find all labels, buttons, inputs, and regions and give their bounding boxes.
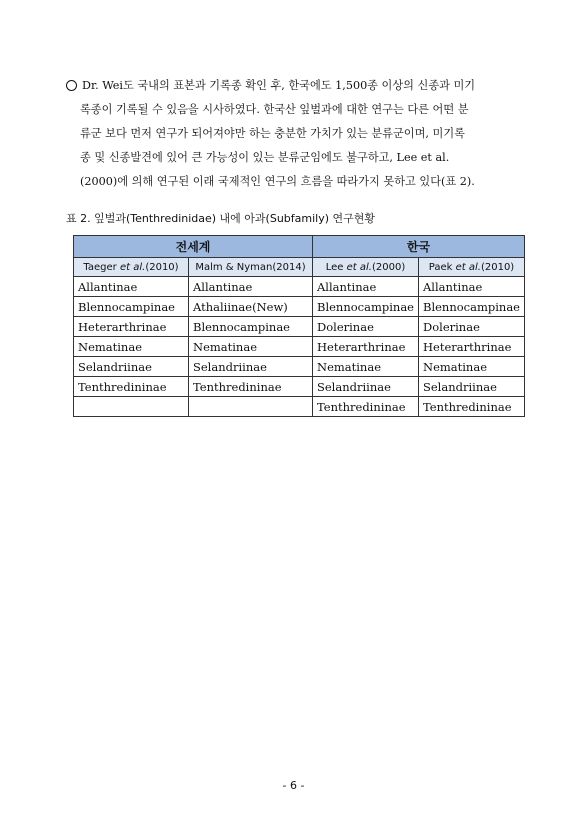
table-cell: Tenthredininae: [313, 397, 419, 417]
table-cell: Athaliinae(New): [189, 297, 313, 317]
paragraph-line-4: 종 및 신종발견에 있어 큰 가능성이 있는 분류군임에도 불구하고, Lee et al.: [80, 151, 450, 164]
paragraph-line-1: Dr. Wei도 국내의 표본과 기록종 확인 후, 한국에도 1,500종 이상의 신종과 미기: [66, 74, 532, 98]
table-column-header-row: [74, 258, 525, 277]
circle-bullet-icon: [66, 80, 77, 91]
table-cell: Blennocampinae: [313, 297, 419, 317]
table-cell: Nematinae: [419, 357, 525, 377]
table-cell: Heterarthrinae: [313, 337, 419, 357]
table-cell: Heterarthrinae: [419, 337, 525, 357]
column-header-paek: Paek et al.(2010): [419, 258, 525, 277]
table-cell: Allantinae: [74, 277, 189, 297]
table-cell: Heterarthrinae: [74, 317, 189, 337]
paragraph-line-5: (2000)에 의해 연구된 이래 국제적인 연구의 흐름을 따라가지 못하고 있다(표 2).: [80, 175, 475, 188]
page-number: - 6 -: [282, 779, 305, 792]
table-cell: Tenthredininae: [74, 377, 189, 397]
table-cell: Selandriinae: [74, 357, 189, 377]
table-row: [74, 337, 525, 357]
table-cell: Dolerinae: [313, 317, 419, 337]
table-cell: Tenthredininae: [419, 397, 525, 417]
column-header-taeger: Taeger et al.(2010): [74, 258, 189, 277]
table-cell: Selandriinae: [313, 377, 419, 397]
table-cell: Selandriinae: [419, 377, 525, 397]
table-cell: Tenthredininae: [189, 377, 313, 397]
table-cell: Blennocampinae: [189, 317, 313, 337]
table-row: [74, 357, 525, 377]
table-cell: Nematinae: [313, 357, 419, 377]
group-header-korea: 한국: [313, 236, 525, 258]
table-cell: [189, 397, 313, 417]
table-cell: Blennocampinae: [419, 297, 525, 317]
table-cell: Allantinae: [189, 277, 313, 297]
table-cell: Selandriinae: [189, 357, 313, 377]
column-header-malm-nyman: Malm & Nyman(2014): [189, 258, 313, 277]
table-cell: [74, 397, 189, 417]
table-cell: Nematinae: [189, 337, 313, 357]
paragraph-line-2: 록종이 기록될 수 있음을 시사하였다. 한국산 잎벌과에 대한 연구는 다른 어떤 분: [80, 103, 469, 116]
table-cell: Nematinae: [74, 337, 189, 357]
table-row: [74, 397, 525, 417]
table-group-header-row: [74, 236, 525, 258]
table-row: [74, 297, 525, 317]
table-row: [74, 317, 525, 337]
subfamily-table: [73, 235, 525, 417]
table-cell: Allantinae: [419, 277, 525, 297]
column-header-lee: Lee et al.(2000): [313, 258, 419, 277]
paragraph-line-3: 류군 보다 먼저 연구가 되어져야만 하는 충분한 가치가 있는 분류군이며, 미기록: [80, 127, 465, 140]
table-cell: Blennocampinae: [74, 297, 189, 317]
table-row: [74, 277, 525, 297]
table-cell: Dolerinae: [419, 317, 525, 337]
table-cell: Allantinae: [313, 277, 419, 297]
table-caption: 표 2. 잎벌과(Tenthredinidae) 내에 아과(Subfamily) 연구현황: [66, 212, 376, 225]
table-row: [74, 377, 525, 397]
body-paragraph: [66, 74, 532, 194]
group-header-world: 전세계: [74, 236, 313, 258]
